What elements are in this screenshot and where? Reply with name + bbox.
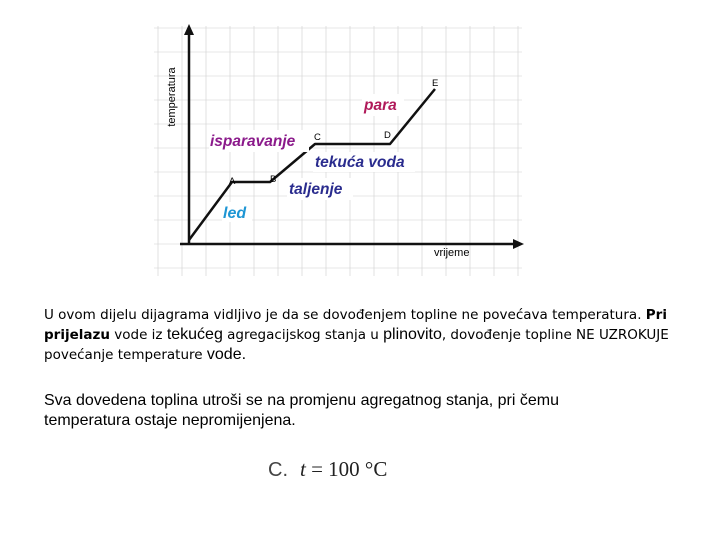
y-axis-label: temperatura	[166, 67, 178, 127]
phase-change-diagram	[150, 22, 530, 280]
point-a-label: A	[229, 176, 236, 187]
p1-water-word: vode.	[206, 346, 247, 363]
x-axis-arrow	[513, 239, 524, 249]
p1-bold-transition: Pri prijelazu	[44, 307, 667, 343]
p1-liquid-word: tekućeg	[166, 326, 223, 343]
phase-label-para: para	[364, 97, 397, 114]
p1-sentence1: U ovom dijelu dijagrama vidljivo je da se dovođenjem topline ne povećava temperatura.	[44, 307, 642, 323]
summary-paragraph: Sva dovedena toplina utroši se na promjenu agregatnog stanja, pri čemu temperatura ostaje nepromijenjena.	[44, 392, 559, 429]
point-d-label: D	[384, 130, 391, 141]
explanation-paragraph	[44, 305, 684, 365]
phase-label-tekuca-voda: tekuća voda	[315, 154, 405, 171]
answer-formula	[300, 457, 387, 481]
p1-gas-word: plinovito	[383, 326, 442, 343]
y-axis-arrow	[184, 24, 194, 35]
x-axis-label: vrijeme	[434, 247, 470, 259]
p1-text-b: agregacijskog stanja u	[227, 327, 379, 343]
answer	[268, 457, 387, 482]
point-e-label: E	[432, 78, 439, 89]
point-b-label: B	[270, 174, 277, 185]
answer-variable: t	[300, 457, 306, 481]
answer-value: = 100 °C	[311, 457, 388, 481]
p1-text-a: vode iz	[114, 327, 163, 343]
phase-label-isparavanje: isparavanje	[210, 133, 296, 150]
phase-label-taljenje: taljenje	[289, 181, 343, 198]
point-c-label: C	[314, 132, 321, 143]
answer-letter: C.	[268, 459, 288, 481]
p1-text-c: , dovođenje topline NE UZROKUJE povećanje temperature	[44, 327, 669, 363]
phase-label-led: led	[223, 205, 247, 222]
